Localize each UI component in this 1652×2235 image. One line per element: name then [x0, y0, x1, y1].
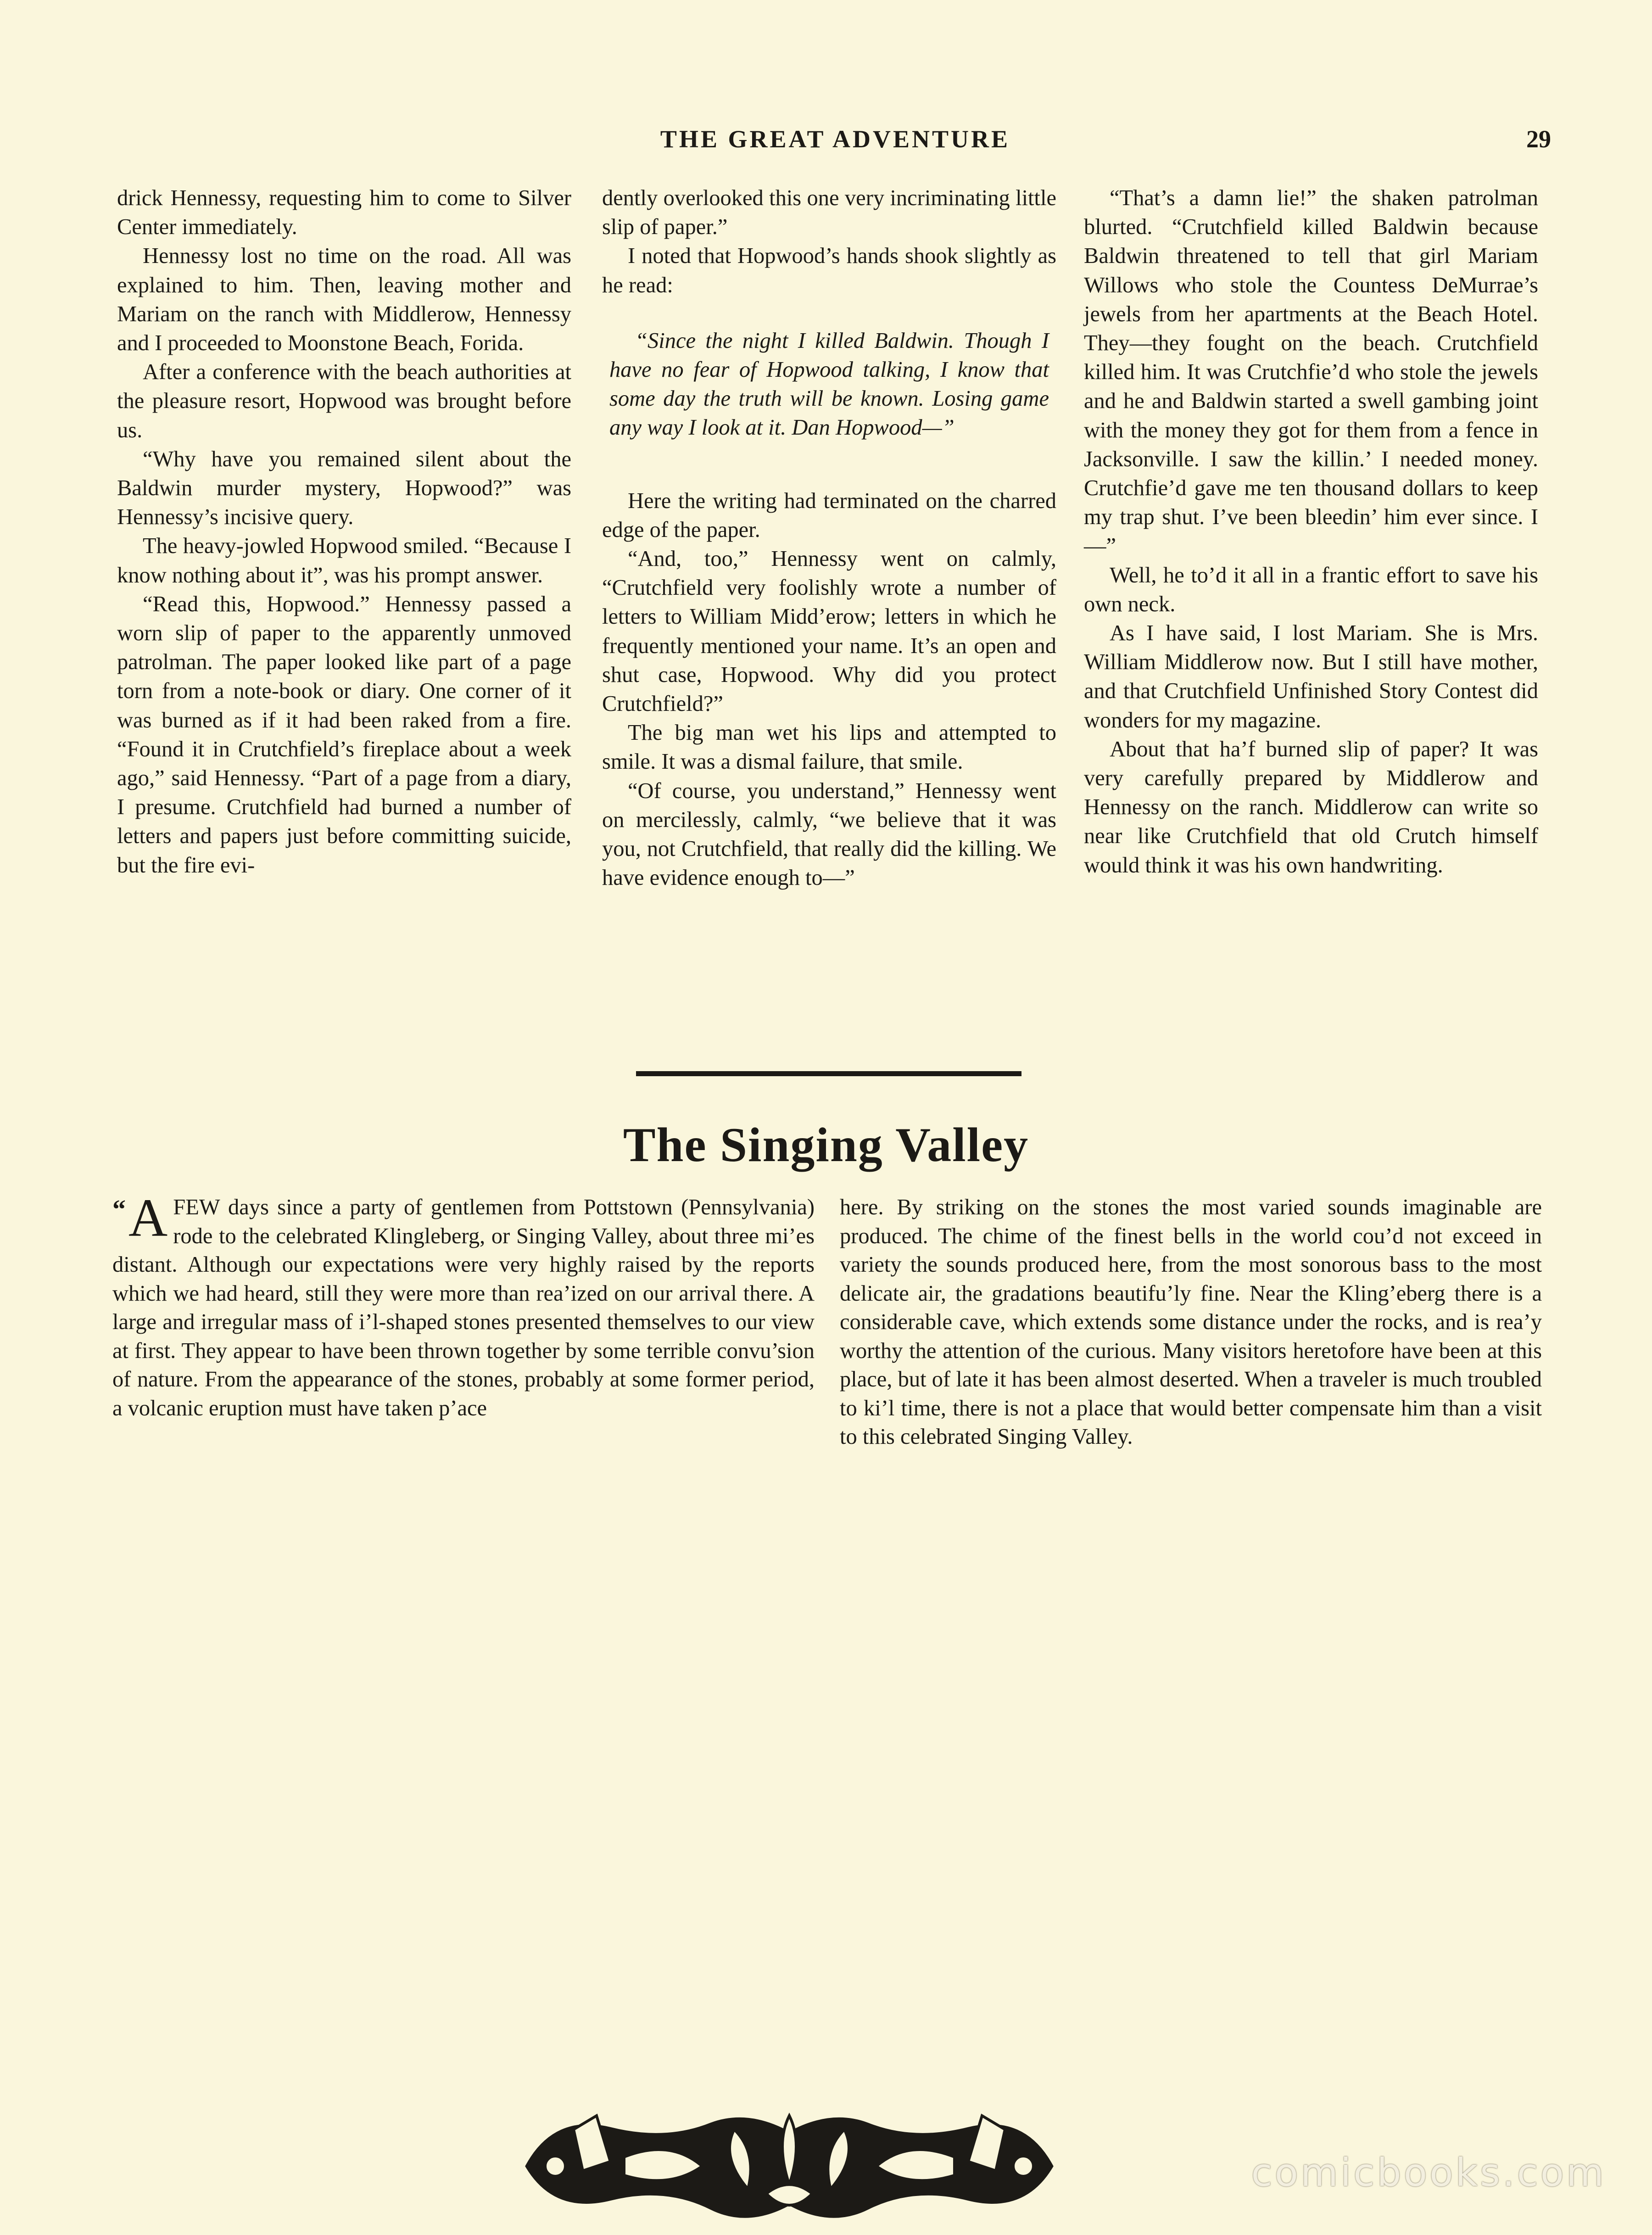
paragraph: Hennessy lost no time on the road. All was explained to him. Then, leaving mother and Mariam on the ranch with Middlerow, Hennessy and I proceeded to Moonstone Beach, Forida. [117, 244, 571, 356]
paragraph: “And, too,” Hennessy went on calmly, “Crutchfield very foolishly wrote a number of letters to William Midd’erow; letters in which he frequently mentioned your name. It’s an open and shut case, Hopwood. Why did you protect Crutchfield?” [602, 547, 1056, 716]
site-watermark: comicbooks.com [1251, 2150, 1606, 2195]
story-column-3 [1084, 184, 1538, 880]
paragraph: After a conference with the beach authorities at the pleasure resort, Hopwood was brought before us. [117, 360, 571, 442]
paragraph: “Of course, you understand,” Hennessy went on mercilessly, calmly, “we believe that it was you, not Crutchfield, that really did the killing. We have evidence enough to—” [602, 778, 1056, 890]
article-text: FEW days since a party of gentlemen from Pottstown (Pennsylvania) rode to the celebrated Klingleberg, or Singing Valley, about three mi’es distant. Although our expectations were very highly raised by the reports which we had heard, still they were more than rea’ized on our arrival there. A large and irregular mass of i’l-shaped stones presented themselves to our view at first. They appear to have been thrown together by some terrible convu’sion of nature. From the appearance of the stones, probably at some former period, a volcanic eruption must have taken p’ace [112, 1195, 815, 1420]
section-divider [636, 1071, 1021, 1076]
paragraph: I noted that Hopwood’s hands shook slightly as he read: [602, 244, 1056, 297]
paragraph: “Read this, Hopwood.” Hennessy passed a worn slip of paper to the apparently unmoved patrolman. The paper looked like part of a page torn from a note-book or diary. One corner of it was burned as if it had been raked from a fire. “Found it in Crutchfield’s fireplace about a week ago,” said Hennessy. “Part of a page from a diary, I presume. Crutchfield had burned a number of letters and papers just before committing suicide, but the fire evi- [117, 592, 571, 877]
paragraph: As I have said, I lost Mariam. She is Mrs. William Middlerow now. But I still have mother, and that Crutchfield Unfinished Story Contest did wonders for my magazine. [1084, 621, 1538, 732]
paragraph: Here the writing had terminated on the charred edge of the paper. [602, 488, 1056, 542]
article-column-2 [840, 1193, 1542, 1452]
story-column-1 [117, 184, 571, 880]
paragraph: “Why have you remained silent about the Baldwin murder mystery, Hopwood?” was Hennessy’s incisive query. [117, 447, 571, 530]
article-title: The Singing Valley [623, 1118, 1029, 1172]
opening-quote: “ [112, 1194, 126, 1224]
paragraph: The big man wet his lips and attempted to smile. It was a dismal failure, that smile. [602, 721, 1056, 774]
paragraph: The heavy-jowled Hopwood smiled. “Because I know nothing about it”, was his prompt answer. [117, 534, 571, 587]
paragraph [112, 1188, 815, 1423]
page-number: 29 [1526, 125, 1551, 153]
paragraph: Well, he to’d it all in a frantic effort to save his own neck. [1084, 563, 1538, 616]
article-column-1 [112, 1188, 815, 1423]
drop-cap: A [128, 1188, 168, 1248]
paragraph: here. By striking on the stones the most varied sounds imaginable are produced. The chime of the finest bells in the world cou’d not exceed in variety the sounds produced here, from the most sonorous bass to the most delicate air, the gradations beautifu’ly fine. Near the Kling’eberg there is a considerable cave, which extends some distance under the rocks, and is rea’y worthy the attention of the curious. Many visitors heretofore have been at this place, but of late it has been almost deserted. When a traveler is much troubled to ki’l time, there is not a place that would better compensate him than a visit to this celebrated Singing Valley. [840, 1195, 1542, 1449]
diary-quote: “Since the night I killed Baldwin. Though I have no fear of Hopwood talking, I know that some day the truth will be known. Losing game any way I look at it. Dan Hopwood—” [609, 328, 1049, 440]
paragraph: dently overlooked this one very incriminating little slip of paper.” [602, 186, 1056, 240]
paragraph: “That’s a damn lie!” the shaken patrolman blurted. “Crutchfield killed Baldwin because Baldwin threatened to tell that girl Mariam Willows who stole the Countess DeMurrae’s jewels from her apartments at the Beach Hotel. They—they fought on the beach. Crutchfield killed him. It was Crutchfie’d who stole the jewels and he and Baldwin started a swell gambing joint with the money they got for them from a fence in Jacksonville. I saw the killin.’ I needed money. Crutchfie’d gave me ten thousand dollars to keep my trap shut. I’ve been bleedin’ him ever since. I—” [1084, 186, 1538, 559]
running-title: THE GREAT ADVENTURE [660, 125, 1010, 153]
paragraph: drick Hennessy, requesting him to come to Silver Center immediately. [117, 186, 571, 240]
paragraph: About that ha’f burned slip of paper? It was very carefully prepared by Middlerow and Hennessy on the ranch. Middlerow can write so near like Crutchfield that old Crutch himself would think it was his own handwriting. [1084, 737, 1538, 877]
story-column-2 [602, 184, 1056, 892]
floral-tailpiece-ornament-icon [519, 2097, 1060, 2235]
